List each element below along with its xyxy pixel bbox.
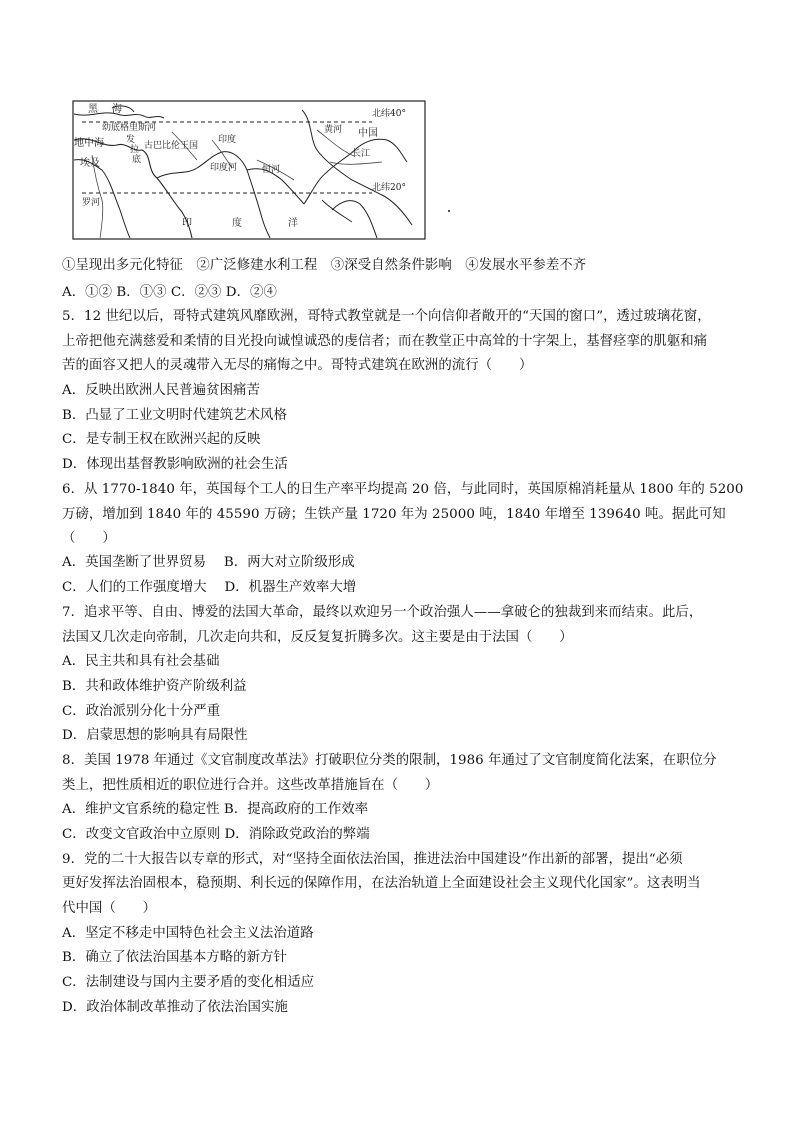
q9-option-b: B．确立了依法治国基本方略的新方针 (62, 950, 287, 965)
q5-option-a: A．反映出欧洲人民普遍贫困痛苦 (62, 383, 260, 398)
question-6-line3: （ ） (62, 531, 116, 546)
map-label-la: 拉 (130, 145, 140, 155)
map-label-di: 底 (132, 155, 142, 165)
map-label-indian-ocean-1: 印 (182, 218, 192, 229)
map-label-china: 中国 (358, 128, 378, 139)
question-8-line2: 类上，把性质相近的职位进行合并。这些改革措施旨在（ ） (62, 778, 439, 793)
q8-options-cd: C．改变文官政治中立原则 D．消除政党政治的弊端 (62, 827, 370, 842)
question-5-line3: 苦的面容又把人的灵魂带入无尽的痛悔之中。哥特式建筑在欧洲的流行（ ） (62, 358, 533, 373)
question-9-line1: 9．党的二十大报告以专章的形式，对“坚持全面依法治国，推进法治中国建设”作出新的部署，提出“必须 (62, 852, 683, 867)
q5-option-b: B．凸显了工业文明时代建筑艺术风格 (62, 408, 287, 423)
map-label-lat-20: 北纬20° (372, 183, 406, 193)
q8-options-ab: A．维护文官系统的稳定性 B．提高政府的工作效率 (62, 802, 369, 817)
q5-option-c: C．是专制王权在欧洲兴起的反映 (62, 432, 261, 447)
question-5-line2: 上帝把他充满慈爱和柔情的目光投向诚惶诚恐的虔信者；而在教堂正中高耸的十字架上，基督痉挛的肌躯和痛 (62, 334, 708, 349)
map-label-egypt: 埃及 (80, 158, 100, 169)
map-label-indus: 印度河 (210, 163, 238, 173)
map-label-yangtze: 长江 (352, 149, 371, 159)
q9-option-c: C．法制建设与国内主要矛盾的变化相适应 (62, 975, 315, 990)
question-5-line1: 5．12 世纪以后，哥特式建筑风靡欧洲，哥特式教堂就是一个向信仰者敞开的“天国的窗口”，透过玻璃花窗， (62, 309, 711, 324)
question-9-line3: 代中国（ ） (62, 901, 157, 916)
question-6-line1: 6．从 1770-1840 年，英国每个工人的日生产率平均提高 20 倍，与此同时，英国原棉消耗量从 1800 年的 5200 (62, 482, 744, 497)
question-9-line2: 更好发挥法治固根本，稳预期、利长远的保障作用，在法治轨道上全面建设社会主义现代化国家”。这表明当 (62, 876, 701, 891)
map-label-indian-ocean-2: 度 (232, 218, 242, 229)
map-label-india-top: 印度 (218, 135, 237, 145)
q7-option-c: C．政治派别分化十分严重 (62, 704, 221, 719)
map-label-ganges: 恒河 (262, 165, 281, 175)
q7-option-b: B．共和政体维护资产阶级利益 (62, 679, 247, 694)
answer-choices-q4: A．①② B．①③ C．②③ D．②④ (62, 285, 277, 300)
map-label-black-sea-1: 黑 (88, 104, 98, 115)
q6-options-cd: C．人们的工作强度增大 D．机器生产效率大增 (62, 580, 357, 595)
question-6-line2: 万磅，增加到 1840 年的 45590 万磅；生铁产量 1720 年为 25000 吨，1840 年增至 139640 吨。据此可知 (62, 507, 726, 522)
ancient-civilizations-map (72, 100, 426, 240)
map-label-yellow-river: 黄河 (324, 125, 343, 135)
map-label-fa: 发 (126, 135, 136, 145)
map-label-euphrates-tigris: 幼底格里斯河 (102, 123, 157, 133)
q9-option-d: D．政治体制改革推动了依法治国实施 (62, 1000, 288, 1015)
map-label-lat-40: 北纬40° (372, 109, 406, 119)
q5-option-d: D．体现出基督教影响欧洲的社会生活 (62, 457, 288, 472)
map-label-nile: 罗河 (82, 198, 101, 208)
question-8-line1: 8．美国 1978 年通过《文官制度改革法》打破职位分类的限制，1986 年通过了文官制度简化法案，在职位分 (62, 753, 717, 768)
q9-option-a: A．坚定不移走中国特色社会主义法治道路 (62, 926, 314, 941)
question-7-line1: 7．追求平等、自由、博爱的法国大革命，最终以欢迎另一个政治强人——拿破仑的独裁到来而结束。此后， (62, 605, 703, 620)
map-label-black-sea-2: 海 (112, 104, 122, 115)
map-label-indian-ocean-3: 洋 (288, 218, 298, 229)
map-label-mediterranean: 地中海 (74, 138, 104, 149)
stray-mark (448, 210, 450, 212)
q6-options-ab: A．英国垄断了世界贸易 B．两大对立阶级形成 (62, 555, 355, 570)
question-7-line2: 法国又几次走向帝制，几次走向共和，反反复复折腾多次。这主要是由于法国（ ） (62, 630, 573, 645)
map-label-babylon: 古巴比伦王国 (144, 141, 199, 151)
q7-option-a: A．民主共和具有社会基础 (62, 654, 220, 669)
options-line: ①呈现出多元化特征 ②广泛修建水利工程 ③深受自然条件影响 ④发展水平参差不齐 (62, 258, 587, 273)
q7-option-d: D．启蒙思想的影响具有局限性 (62, 728, 248, 743)
map-drawing (72, 100, 426, 240)
